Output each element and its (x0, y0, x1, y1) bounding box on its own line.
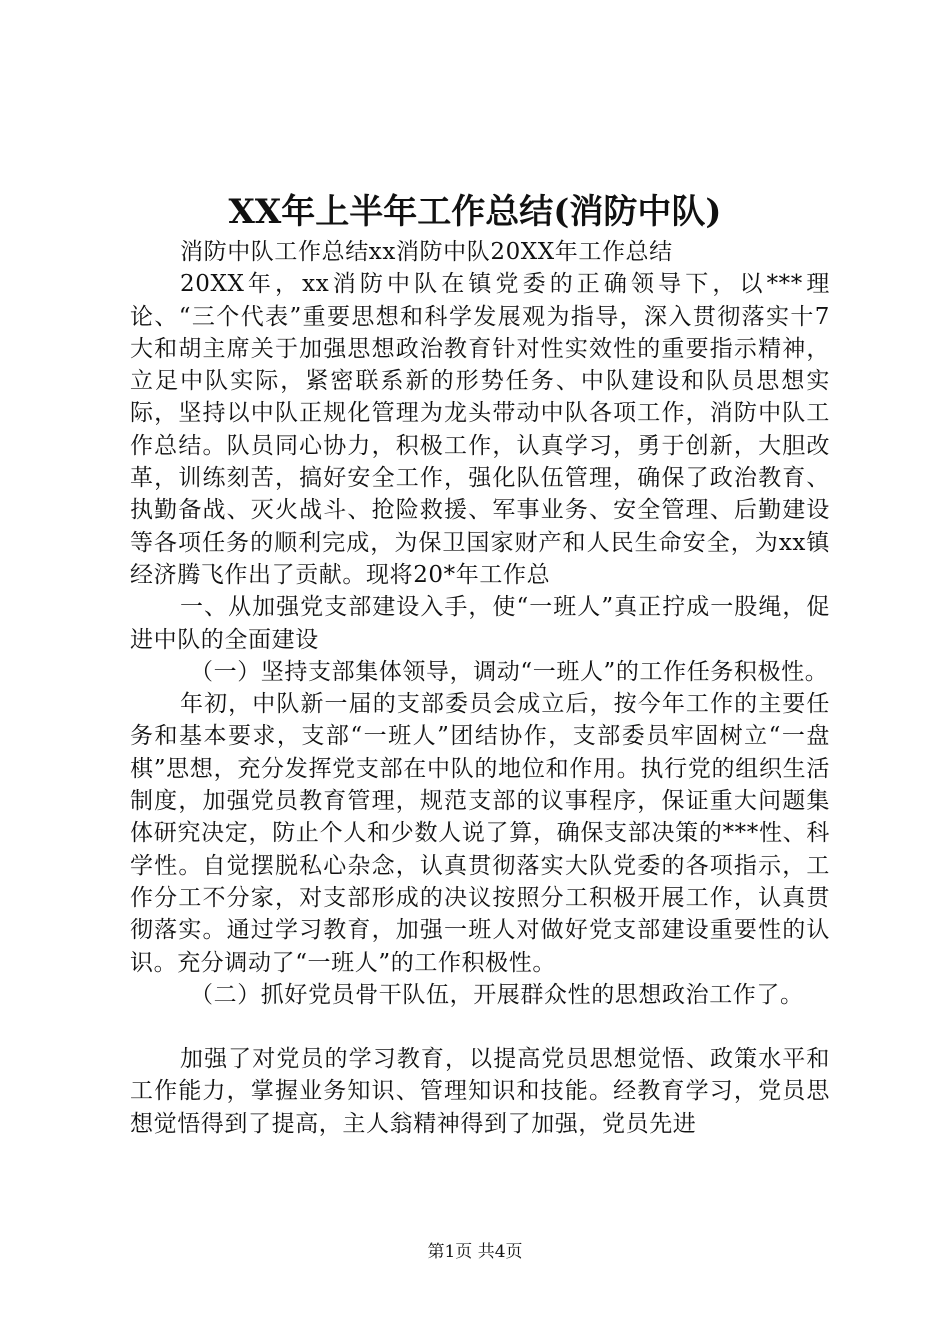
paragraph-intro: 消防中队工作总结xx消防中队20XX年工作总结 (180, 239, 673, 265)
blank-line (130, 1011, 830, 1043)
document-body (130, 236, 830, 1140)
paragraph-overview: 20XX年，xx消防中队在镇党委的正确领导下，以***理论、“三个代表”重要思想和科学发展观为指导，深入贯彻落实十7大和胡主席关于加强思想政治教育针对性实效性的重要指示精神，立足中队实际，紧密联系新的形势任务、中队建设和队员思想实际，坚持以中队正规化管理为龙头带动中队各项工作，消防中队工作总结。队员同心协力，积极工作，认真学习，勇于创新，大胆改革，训练刻苦，搞好安全工作，强化队伍管理，确保了政治教育、执勤备战、灭火战斗、抢险救援、军事业务、安全管理、后勤建设等各项任务的顺利完成，为保卫国家财产和人民生命安全，为xx镇经济腾飞作出了贡献。现将20*年工作总 (130, 271, 830, 588)
paragraph-party-education: 加强了对党员的学习教育，以提高党员思想觉悟、政策水平和工作能力，掌握业务知识、管理知识和技能。经教育学习，党员思想觉悟得到了提高，主人翁精神得到了加强，党员先进 (130, 1046, 830, 1137)
subsection-heading-1: （一）坚持支部集体领导，调动“一班人”的工作任务积极性。 (190, 658, 829, 685)
page-number-footer: 第1页 共4页 (427, 1242, 523, 1262)
subsection-heading-2: （二）抓好党员骨干队伍，开展群众性的思想政治工作了。 (190, 981, 804, 1008)
paragraph-branch-leadership: 年初，中队新一届的支部委员会成立后，按今年工作的主要任务和基本要求，支部“一班人”团结协作，支部委员牢固树立“一盘棋”思想，充分发挥党支部在中队的地位和作用。执行党的组织生活制度，加强党员教育管理，规范支部的议事程序，保证重大问题集体研究决定，防止个人和少数人说了算，确保支部决策的***性、科学性。自觉摆脱私心杂念，认真贯彻落实大队党委的各项指示，工作分工不分家，对支部形成的决议按照分工积极开展工作，认真贯彻落实。通过学习教育，加强一班人对做好党支部建设重要性的认识。充分调动了“一班人”的工作积极性。 (130, 691, 830, 976)
section-heading-1: 一、从加强党支部建设入手，使“一班人”真正拧成一股绳，促进中队的全面建设 (130, 594, 830, 653)
document-title: XX年上半年工作总结(消防中队) (228, 192, 722, 232)
